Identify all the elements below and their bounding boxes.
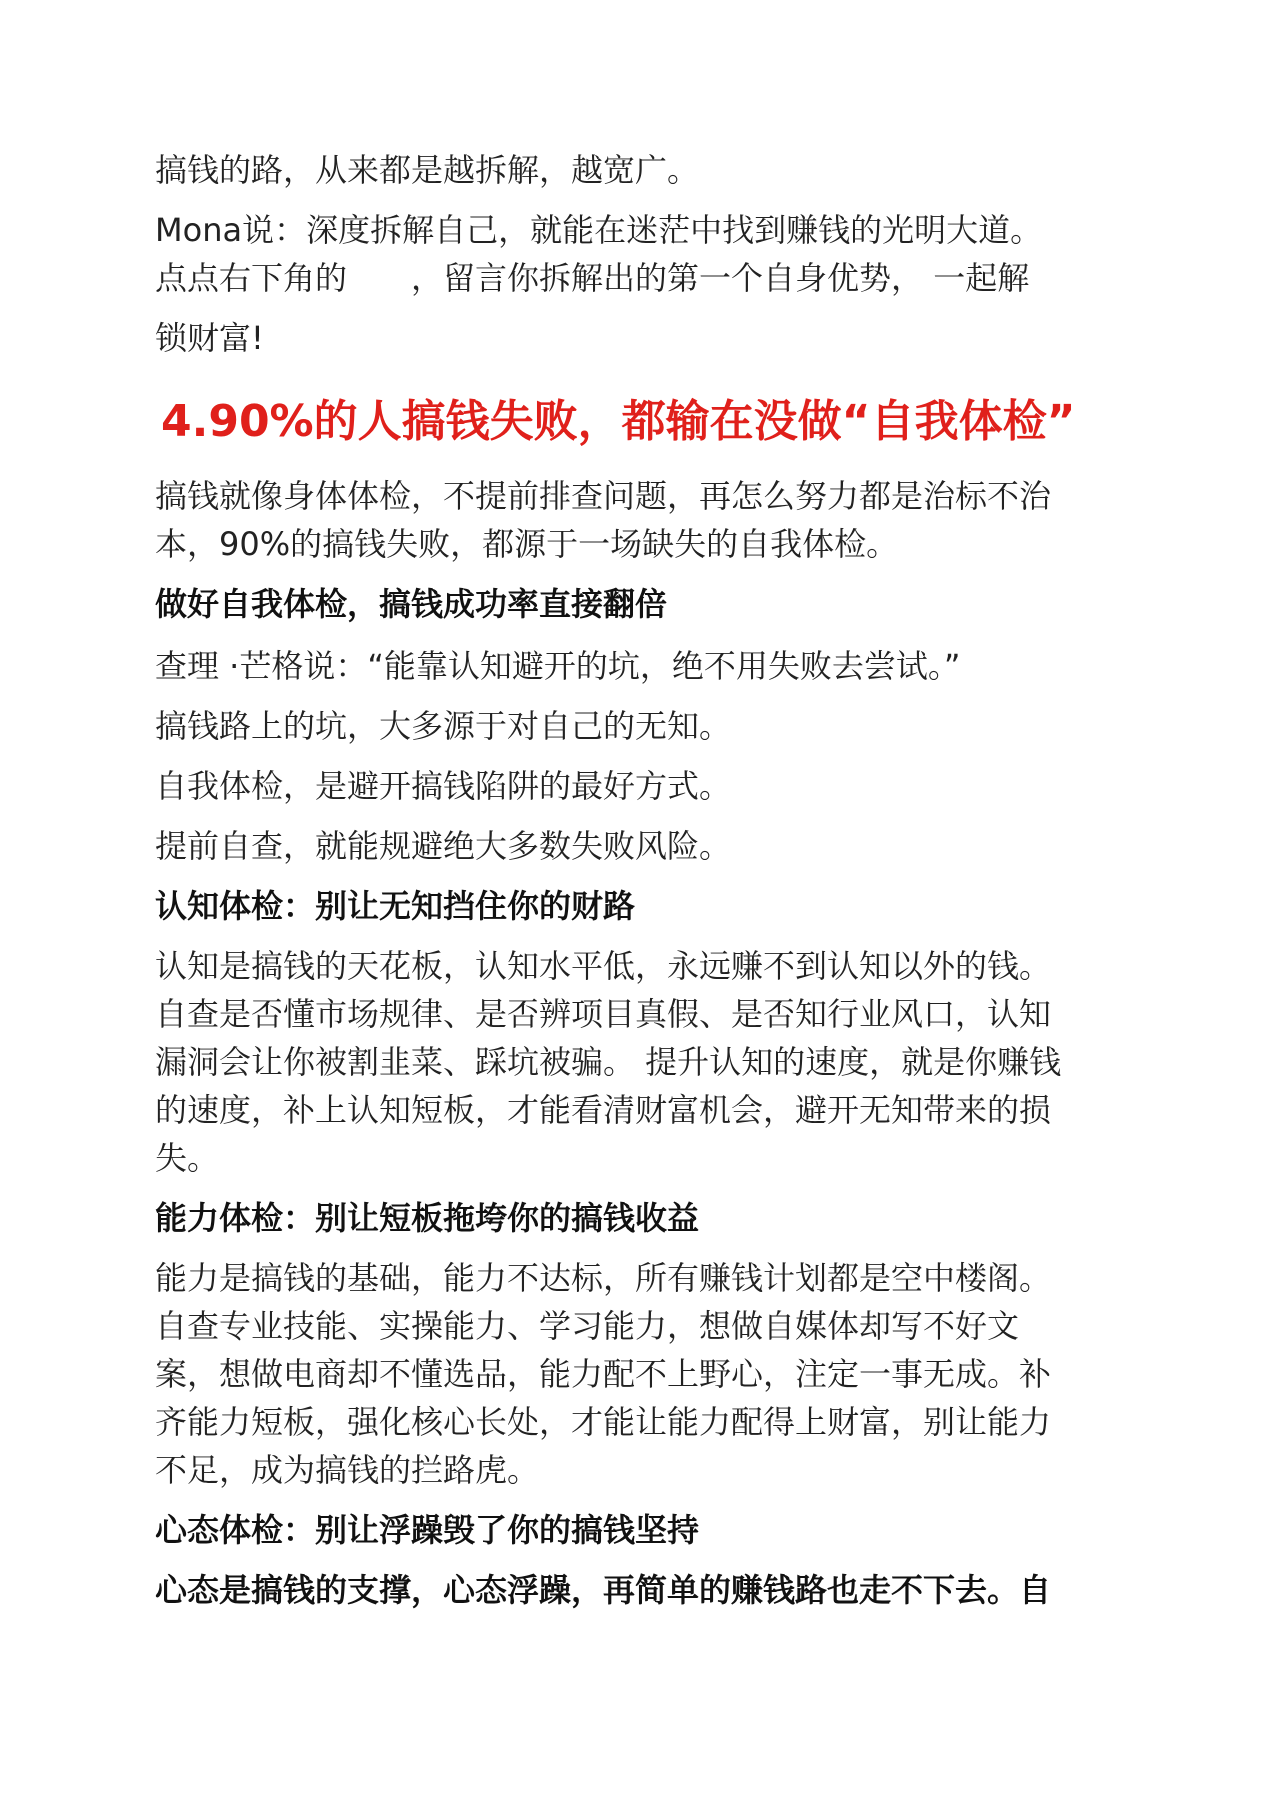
section-intro-line-2: 本，90%的搞钱失败，都源于一场缺失的自我体检。 xyxy=(155,525,899,563)
cta-line xyxy=(155,254,1130,302)
statement-1: 搞钱路上的坑，大多源于对自己的无知。 xyxy=(155,707,732,745)
ability-line-2: 自查专业技能、实操能力、学习能力，想做自媒体却写不好文 xyxy=(155,1307,1020,1345)
intro-line: 搞钱的路，从来都是越拆解，越宽广。 xyxy=(155,151,700,189)
ability-line-5: 不足，成为搞钱的拦路虎。 xyxy=(155,1451,540,1489)
munger-quote: 查理 ·芒格说：“能靠认知避开的坑，绝不用失败去尝试。” xyxy=(155,647,961,685)
cognition-line-5: 失。 xyxy=(155,1139,220,1177)
cta-line-end: 锁财富! xyxy=(155,319,264,357)
article-page xyxy=(155,146,1130,1614)
mindset-line-1: 心态是搞钱的支撑，心态浮躁，再简单的赚钱路也走不下去。自 xyxy=(155,1571,1052,1609)
cognition-line-1: 认知是搞钱的天花板，认知水平低，永远赚不到认知以外的钱。 xyxy=(155,947,1052,985)
mona-quote-line: Mona说：深度拆解自己，就能在迷茫中找到赚钱的光明大道。 xyxy=(155,211,1043,249)
statement-2: 自我体检，是避开搞钱陷阱的最好方式。 xyxy=(155,767,732,805)
cognition-line-2: 自查是否懂市场规律、是否辨项目真假、是否知行业风口，认知 xyxy=(155,995,1052,1033)
subheading-checkup: 做好自我体检，搞钱成功率直接翻倍 xyxy=(155,585,668,623)
ability-line-4: 齐能力短板，强化核心长处，才能让能力配得上财富，别让能力 xyxy=(155,1403,1052,1441)
ability-line-3: 案，想做电商却不懂选品，能力配不上野心，注定一事无成。补 xyxy=(155,1355,1052,1393)
ability-line-1: 能力是搞钱的基础，能力不达标，所有赚钱计划都是空中楼阁。 xyxy=(155,1259,1052,1297)
statement-3: 提前自查，就能规避绝大多数失败风险。 xyxy=(155,827,732,865)
cta-text-end: ，留言你拆解出的第一个自身优势， 一起解 xyxy=(411,259,1030,297)
section-intro-line-1: 搞钱就像身体体检，不提前排查问题，再怎么努力都是治标不治 xyxy=(155,477,1052,515)
subheading-mindset: 心态体检：别让浮躁毁了你的搞钱坚持 xyxy=(155,1511,700,1549)
cognition-line-3: 漏洞会让你被割韭菜、踩坑被骗。 提升认知的速度，就是你赚钱 xyxy=(155,1043,1062,1081)
section-heading: 4.90%的人搞钱失败，都输在没做“自我体检” xyxy=(161,396,1076,447)
subheading-cognition: 认知体检：别让无知挡住你的财路 xyxy=(155,887,636,925)
cognition-line-4: 的速度，补上认知短板，才能看清财富机会，避开无知带来的损 xyxy=(155,1091,1052,1129)
subheading-ability: 能力体检：别让短板拖垮你的搞钱收益 xyxy=(155,1199,700,1237)
cta-text-start: 点点右下角的 xyxy=(155,259,348,297)
